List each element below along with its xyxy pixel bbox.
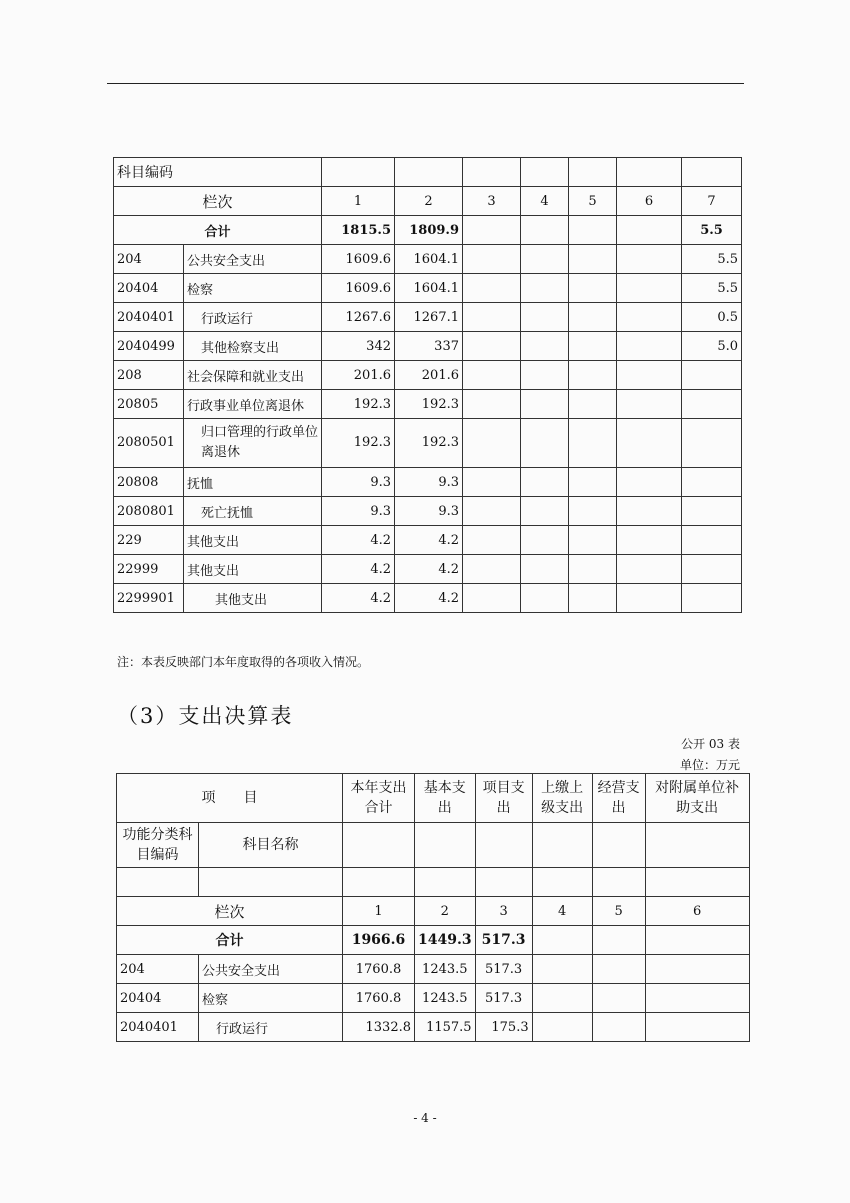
header-empty-cell <box>343 823 415 868</box>
column-number-row <box>117 897 750 926</box>
code-header: 科目编码 <box>114 158 184 187</box>
row-value <box>617 468 682 497</box>
row-value <box>617 390 682 419</box>
table-row <box>114 390 742 419</box>
row-value <box>521 497 569 526</box>
row-value: 1609.6 <box>322 274 395 303</box>
column-number: 1 <box>343 897 415 926</box>
row-value <box>682 390 742 419</box>
row-value: 4.2 <box>395 555 463 584</box>
header-empty-cell <box>617 158 682 187</box>
row-value <box>617 332 682 361</box>
row-name: 公共安全支出 <box>184 245 322 274</box>
header-empty-cell <box>569 158 617 187</box>
row-value: 192.3 <box>395 419 463 468</box>
row-value <box>463 526 521 555</box>
row-value: 201.6 <box>395 361 463 390</box>
row-name: 归口管理的行政单位离退休 <box>184 419 322 468</box>
row-name: 行政运行 <box>184 303 322 332</box>
row-value: 342 <box>322 332 395 361</box>
row-code: 20404 <box>114 274 184 303</box>
row-name: 抚恤 <box>184 468 322 497</box>
table-row <box>114 526 742 555</box>
header-empty-cell <box>592 823 645 868</box>
row-name: 其他支出 <box>184 526 322 555</box>
table-row <box>114 274 742 303</box>
row-value <box>569 390 617 419</box>
row-value <box>521 526 569 555</box>
row-value <box>521 584 569 613</box>
code-header-fill <box>184 158 322 187</box>
row-name: 检察 <box>184 274 322 303</box>
row-value <box>569 245 617 274</box>
row-value <box>463 303 521 332</box>
row-value <box>682 468 742 497</box>
total-value <box>569 216 617 245</box>
total-value: 1449.3 <box>415 926 476 955</box>
blank-cell <box>592 868 645 897</box>
row-value: 9.3 <box>322 468 395 497</box>
row-code: 204 <box>114 245 184 274</box>
row-value: 1609.6 <box>322 245 395 274</box>
total-value <box>592 926 645 955</box>
row-value: 4.2 <box>395 526 463 555</box>
code-header: 功能分类科目编码 <box>117 823 199 868</box>
row-value: 1243.5 <box>415 984 476 1013</box>
column-header: 对附属单位补助支出 <box>645 774 749 823</box>
row-value: 517.3 <box>475 955 532 984</box>
table-row <box>114 332 742 361</box>
total-value <box>617 216 682 245</box>
row-value: 9.3 <box>322 497 395 526</box>
row-value <box>521 332 569 361</box>
row-value <box>463 332 521 361</box>
column-number: 2 <box>395 187 463 216</box>
table-note: 注：本表反映部门本年度取得的各项收入情况。 <box>117 655 370 669</box>
row-value: 192.3 <box>322 419 395 468</box>
total-value: 517.3 <box>475 926 532 955</box>
row-value <box>617 419 682 468</box>
header-rule <box>107 83 744 84</box>
row-name: 行政运行 <box>199 1013 343 1042</box>
unit-label: 单位：万元 <box>679 758 740 772</box>
income-table <box>113 157 742 613</box>
total-value <box>645 926 749 955</box>
header-empty-cell <box>395 158 463 187</box>
row-value <box>521 303 569 332</box>
column-header: 上缴上级支出 <box>532 774 592 823</box>
row-value <box>682 497 742 526</box>
column-number: 1 <box>322 187 395 216</box>
row-value <box>463 419 521 468</box>
row-value: 4.2 <box>322 584 395 613</box>
header-empty-cell <box>682 158 742 187</box>
blank-cell <box>343 868 415 897</box>
row-value <box>569 555 617 584</box>
row-value: 5.0 <box>682 332 742 361</box>
row-value: 1243.5 <box>415 955 476 984</box>
total-row <box>114 216 742 245</box>
row-value <box>569 419 617 468</box>
row-value: 192.3 <box>322 390 395 419</box>
row-name: 其他检察支出 <box>184 332 322 361</box>
row-value <box>463 245 521 274</box>
column-number: 3 <box>475 897 532 926</box>
column-number: 4 <box>521 187 569 216</box>
row-value <box>617 555 682 584</box>
row-name: 其他支出 <box>184 555 322 584</box>
row-value: 0.5 <box>682 303 742 332</box>
row-value <box>682 419 742 468</box>
name-header: 科目名称 <box>199 823 343 868</box>
total-label: 合计 <box>114 216 322 245</box>
row-code: 2040499 <box>114 332 184 361</box>
row-name: 检察 <box>199 984 343 1013</box>
row-value <box>463 361 521 390</box>
column-number: 5 <box>569 187 617 216</box>
total-value: 1815.5 <box>322 216 395 245</box>
total-value <box>463 216 521 245</box>
row-code: 2080501 <box>114 419 184 468</box>
row-value: 175.3 <box>475 1013 532 1042</box>
row-value: 1604.1 <box>395 245 463 274</box>
row-value <box>569 497 617 526</box>
row-value <box>463 390 521 419</box>
expenditure-table <box>116 773 750 1042</box>
row-value <box>569 274 617 303</box>
row-code: 2080801 <box>114 497 184 526</box>
row-value <box>532 984 592 1013</box>
row-value <box>682 526 742 555</box>
blank-cell <box>645 868 749 897</box>
header-empty-cell <box>532 823 592 868</box>
row-value <box>532 955 592 984</box>
row-value <box>682 555 742 584</box>
form-number: 公开 03 表 <box>681 737 740 751</box>
column-header: 基本支出 <box>415 774 476 823</box>
blank-row <box>117 868 750 897</box>
row-value <box>617 526 682 555</box>
row-value: 4.2 <box>322 555 395 584</box>
row-value: 9.3 <box>395 497 463 526</box>
header-empty-cell <box>415 823 476 868</box>
row-value <box>569 361 617 390</box>
column-number: 6 <box>645 897 749 926</box>
row-value <box>463 555 521 584</box>
row-value <box>463 497 521 526</box>
row-code: 22999 <box>114 555 184 584</box>
total-value: 1966.6 <box>343 926 415 955</box>
row-name: 行政事业单位离退休 <box>184 390 322 419</box>
row-value: 1604.1 <box>395 274 463 303</box>
row-value <box>521 468 569 497</box>
row-value: 1332.8 <box>343 1013 415 1042</box>
row-value: 1760.8 <box>343 955 415 984</box>
row-value <box>682 584 742 613</box>
row-value: 1157.5 <box>415 1013 476 1042</box>
row-value <box>521 361 569 390</box>
row-name: 社会保障和就业支出 <box>184 361 322 390</box>
blank-cell <box>117 868 199 897</box>
row-value <box>521 274 569 303</box>
item-header: 项 目 <box>117 774 343 823</box>
row-value <box>569 332 617 361</box>
row-value <box>592 955 645 984</box>
row-value: 5.5 <box>682 245 742 274</box>
column-header: 经营支出 <box>592 774 645 823</box>
row-code: 20808 <box>114 468 184 497</box>
blank-cell <box>415 868 476 897</box>
row-value <box>617 274 682 303</box>
row-value: 517.3 <box>475 984 532 1013</box>
column-label: 栏次 <box>117 897 343 926</box>
row-value: 337 <box>395 332 463 361</box>
table-row <box>114 497 742 526</box>
row-value: 1267.6 <box>322 303 395 332</box>
header-empty-cell <box>322 158 395 187</box>
total-value: 5.5 <box>682 216 742 245</box>
row-value: 4.2 <box>322 526 395 555</box>
row-code: 208 <box>114 361 184 390</box>
row-value <box>463 274 521 303</box>
row-value: 201.6 <box>322 361 395 390</box>
row-value: 4.2 <box>395 584 463 613</box>
row-value <box>682 361 742 390</box>
table-row <box>114 419 742 468</box>
row-value <box>645 984 749 1013</box>
row-code: 204 <box>117 955 199 984</box>
table-row <box>114 555 742 584</box>
row-value <box>521 390 569 419</box>
row-code: 2040401 <box>114 303 184 332</box>
row-name: 公共安全支出 <box>199 955 343 984</box>
row-value <box>592 1013 645 1042</box>
total-row <box>117 926 750 955</box>
row-code: 2299901 <box>114 584 184 613</box>
total-label: 合计 <box>117 926 343 955</box>
row-value <box>617 361 682 390</box>
table-header-row <box>117 774 750 823</box>
table-row <box>114 468 742 497</box>
row-code: 20805 <box>114 390 184 419</box>
row-value: 192.3 <box>395 390 463 419</box>
column-number: 4 <box>532 897 592 926</box>
blank-cell <box>199 868 343 897</box>
total-value <box>521 216 569 245</box>
row-value <box>569 303 617 332</box>
table-row <box>114 245 742 274</box>
subheader-row <box>117 823 750 868</box>
table-row <box>114 303 742 332</box>
row-value <box>463 468 521 497</box>
row-value <box>592 984 645 1013</box>
header-empty-cell <box>475 823 532 868</box>
row-value <box>463 584 521 613</box>
row-value <box>521 245 569 274</box>
row-value <box>645 1013 749 1042</box>
row-code: 20404 <box>117 984 199 1013</box>
blank-cell <box>532 868 592 897</box>
column-header: 项目支出 <box>475 774 532 823</box>
column-number: 3 <box>463 187 521 216</box>
header-empty-cell <box>645 823 749 868</box>
row-code: 229 <box>114 526 184 555</box>
total-value <box>532 926 592 955</box>
table-row <box>117 1013 750 1042</box>
column-label: 栏次 <box>114 187 322 216</box>
row-value <box>521 419 569 468</box>
table-header-row <box>114 158 742 187</box>
table-row <box>117 955 750 984</box>
row-value <box>645 955 749 984</box>
column-header: 本年支出合计 <box>343 774 415 823</box>
row-value <box>617 497 682 526</box>
column-number: 7 <box>682 187 742 216</box>
row-value <box>569 526 617 555</box>
column-number: 5 <box>592 897 645 926</box>
row-value <box>521 555 569 584</box>
header-empty-cell <box>463 158 521 187</box>
row-value: 1760.8 <box>343 984 415 1013</box>
row-value <box>569 468 617 497</box>
row-value: 5.5 <box>682 274 742 303</box>
page-number: - 4 - <box>413 1111 437 1125</box>
table-row <box>117 984 750 1013</box>
row-value: 9.3 <box>395 468 463 497</box>
row-code: 2040401 <box>117 1013 199 1042</box>
row-value <box>617 303 682 332</box>
row-value: 1267.1 <box>395 303 463 332</box>
row-name: 其他支出 <box>184 584 322 613</box>
table-row <box>114 361 742 390</box>
column-number-row <box>114 187 742 216</box>
row-value <box>617 245 682 274</box>
column-number: 2 <box>415 897 476 926</box>
row-name: 死亡抚恤 <box>184 497 322 526</box>
column-number: 6 <box>617 187 682 216</box>
row-value <box>569 584 617 613</box>
section-title: （3）支出决算表 <box>117 704 294 728</box>
header-empty-cell <box>521 158 569 187</box>
table-row <box>114 584 742 613</box>
total-value: 1809.9 <box>395 216 463 245</box>
row-value <box>617 584 682 613</box>
row-value <box>532 1013 592 1042</box>
blank-cell <box>475 868 532 897</box>
